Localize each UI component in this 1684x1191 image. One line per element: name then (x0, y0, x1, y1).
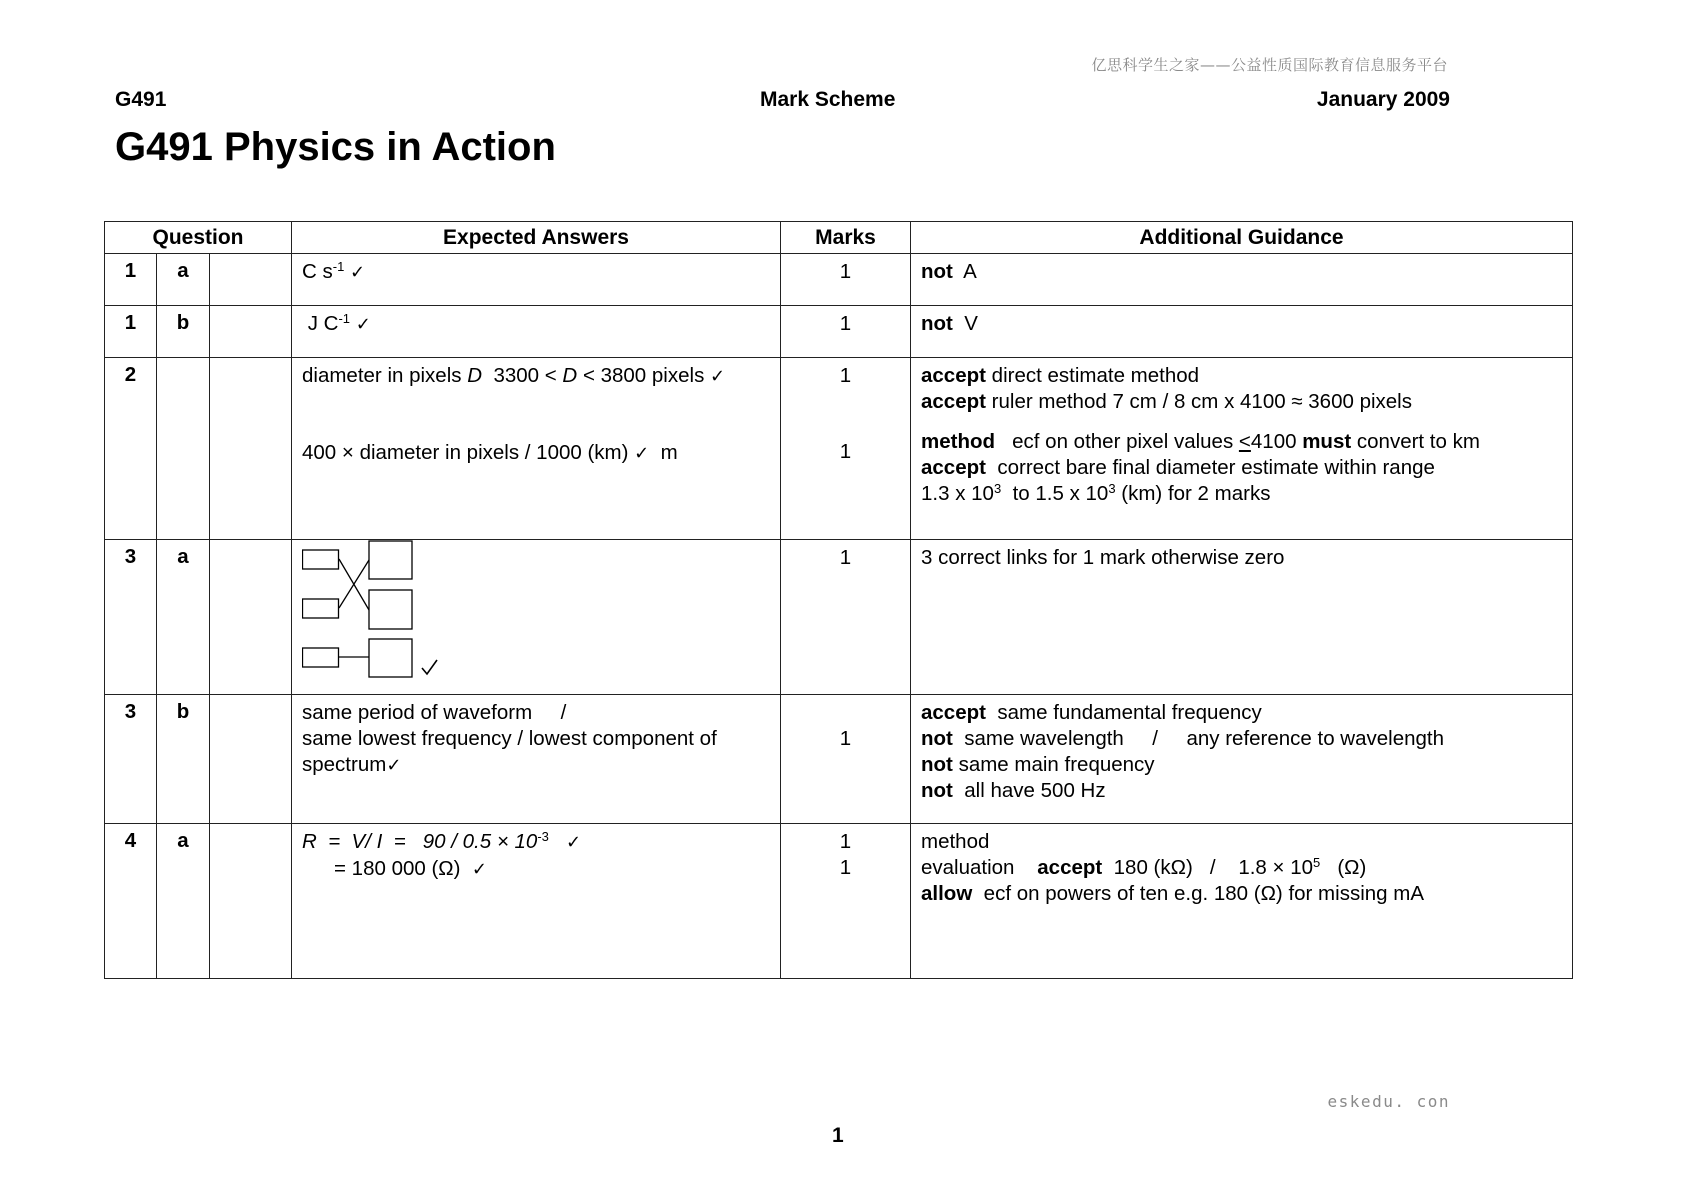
marks-cell (781, 306, 911, 358)
mark-value: 1 (839, 312, 852, 335)
guidance-text: 3 correct links for 1 mark otherwise zero (921, 546, 1285, 569)
mark-value: 1 (839, 727, 852, 750)
watermark-bottom: eskedu. con (1327, 1092, 1450, 1111)
answer-line: same period of waveform / (302, 701, 567, 724)
marks-cell (781, 540, 911, 695)
table-row (105, 306, 1573, 358)
guidance-cell (911, 824, 1573, 979)
left-box (303, 648, 339, 667)
guidance-line: accept direct estimate method (921, 364, 1200, 387)
answer-line: diameter in pixels D 3300 < D < 3800 pixels ✓ (302, 364, 726, 387)
table-row (105, 695, 1573, 824)
expected-answer (292, 358, 781, 540)
guidance-keyword: not (921, 312, 953, 335)
guidance-cell (911, 358, 1573, 540)
tick-icon: ✓ (710, 366, 726, 387)
guidance-line: accept correct bare final diameter estimate within range (921, 456, 1435, 479)
guidance-line: evaluation accept 180 (kΩ) / $1.8 \times 10^5$ (Ω) (921, 855, 1367, 879)
page-number: 1 (832, 1124, 844, 1147)
expected-answer (292, 540, 781, 695)
tick-icon (422, 660, 437, 674)
question-number: 3 (105, 540, 157, 695)
question-part: a (157, 824, 210, 979)
mark-value: 1 (839, 440, 852, 463)
question-part (157, 358, 210, 540)
guidance-line: not all have 500 Hz (921, 779, 1106, 802)
guidance-text: A (963, 260, 977, 283)
guidance-cell (911, 540, 1573, 695)
answer-line: spectrum✓ (302, 753, 402, 776)
right-box (369, 639, 412, 677)
matching-links-diagram (302, 540, 452, 680)
question-number: 2 (105, 358, 157, 540)
answer-line: 400 × diameter in pixels / 1000 (km) ✓ m (302, 441, 678, 464)
left-box (303, 550, 339, 569)
right-box (369, 590, 412, 629)
guidance-line: accept ruler method 7 cm / 8 cm x 4100 ≈ 3600 pixels (921, 390, 1412, 413)
watermark-top: 亿思科学生之家——公益性质国际教育信息服务平台 (1091, 56, 1448, 74)
tick-icon: ✓ (565, 832, 582, 853)
question-subpart (210, 254, 292, 306)
right-box (369, 541, 412, 579)
table-row (105, 824, 1573, 979)
question-part: a (157, 540, 210, 695)
guidance-line: allow ecf on powers of ten e.g. 180 (Ω) for missing mA (921, 882, 1424, 905)
guidance-line: accept same fundamental frequency (921, 701, 1262, 724)
question-number: 1 (105, 254, 157, 306)
header-guidance: Additional Guidance (911, 222, 1573, 254)
question-number: 4 (105, 824, 157, 979)
header-answers: Expected Answers (292, 222, 781, 254)
answer-line: = 180 000 (Ω) ✓ (334, 857, 487, 880)
guidance-line: not same main frequency (921, 753, 1155, 776)
expected-answer (292, 695, 781, 824)
left-box (303, 599, 339, 618)
guidance-text: V (964, 312, 978, 335)
question-subpart (210, 824, 292, 979)
marks-cell (781, 824, 911, 979)
guidance-cell (911, 306, 1573, 358)
header-code: G491 (115, 88, 167, 111)
tick-icon: ✓ (350, 262, 366, 283)
question-number: 1 (105, 306, 157, 358)
guidance-line: method ecf on other pixel values <4100 must convert to km (921, 430, 1480, 453)
answer-text: C s (302, 260, 333, 283)
marks-cell (781, 695, 911, 824)
expected-answer (292, 254, 781, 306)
header-marks: Marks (781, 222, 911, 254)
answer-line: R = V/ $I = 90 / 0.5 \times 10^{-3}$ ✓ (302, 829, 582, 853)
tick-icon: ✓ (634, 443, 650, 464)
table-row (105, 540, 1573, 695)
question-subpart (210, 540, 292, 695)
table-row (105, 254, 1573, 306)
question-part: b (157, 306, 210, 358)
mark-value: 1 (839, 364, 852, 387)
header-date: January 2009 (1316, 88, 1450, 111)
answer-text: J C (307, 312, 339, 335)
guidance-keyword: not (921, 260, 953, 283)
page-title: G491 Physics in Action (115, 125, 556, 169)
guidance-line: method (921, 830, 990, 853)
expected-answer (292, 824, 781, 979)
tick-icon: ✓ (386, 755, 402, 776)
mark-value: 1 (839, 830, 852, 853)
question-part: a (157, 254, 210, 306)
marks-cell (781, 358, 911, 540)
guidance-cell (911, 695, 1573, 824)
answer-line: same lowest frequency / lowest component of (302, 727, 717, 750)
superscript: -1 (338, 311, 351, 326)
tick-icon: ✓ (471, 859, 487, 880)
mark-value: 1 (839, 260, 852, 283)
mark-value: 1 (839, 546, 852, 569)
question-subpart (210, 358, 292, 540)
superscript: -1 (332, 259, 345, 274)
guidance-line: not same wavelength / any reference to wavelength (921, 727, 1445, 750)
question-part: b (157, 695, 210, 824)
tick-icon: ✓ (355, 314, 371, 335)
expected-answer (292, 306, 781, 358)
mark-value: 1 (839, 856, 852, 879)
question-number: 3 (105, 695, 157, 824)
guidance-cell (911, 254, 1573, 306)
table-header-row (105, 222, 1573, 254)
header-question: Question (105, 222, 292, 254)
header-center: Mark Scheme (760, 88, 896, 111)
guidance-line: 1.3 x $10^3$ to 1.5 x $10^3$ (km) for 2 marks (921, 481, 1271, 505)
question-subpart (210, 306, 292, 358)
question-subpart (210, 695, 292, 824)
marks-cell (781, 254, 911, 306)
mark-scheme-table (104, 221, 1573, 979)
table-row (105, 358, 1573, 540)
